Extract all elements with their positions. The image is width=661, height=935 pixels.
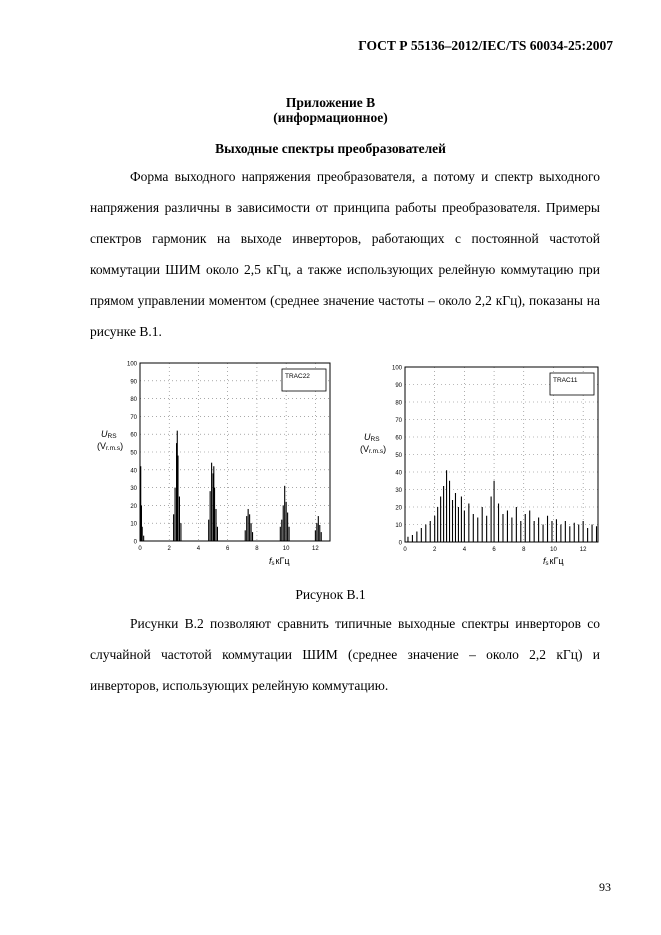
y-axis-symbol: U — [101, 429, 108, 439]
x-tick-label: 0 — [403, 547, 407, 553]
figure-caption: Рисунок В.1 — [295, 587, 366, 602]
y-tick-label: 100 — [126, 361, 137, 368]
x-tick-label: 2 — [167, 546, 171, 552]
y-tick-label: 30 — [130, 486, 137, 493]
section-title: Выходные спектры преобразователей — [215, 141, 446, 156]
x-tick-label: 10 — [550, 547, 557, 553]
y-unit-start: (V — [360, 444, 369, 454]
y-unit-end: ) — [120, 441, 124, 451]
legend-label: TRAC11 — [553, 377, 578, 384]
y-tick-label: 50 — [130, 450, 137, 457]
y-tick-label: 60 — [130, 432, 137, 439]
x-tick-label: 12 — [579, 547, 587, 553]
y-axis-label — [364, 432, 380, 443]
x-axis-subscript: s — [545, 561, 549, 567]
y-axis-unit — [360, 444, 386, 455]
y-tick-label: 100 — [391, 365, 402, 372]
y-tick-label: 0 — [133, 539, 137, 546]
x-axis-label — [543, 556, 563, 567]
y-tick-label: 90 — [395, 383, 402, 389]
page-number: 93 — [599, 880, 611, 894]
y-tick-label: 40 — [130, 468, 137, 475]
y-unit-start: (V — [97, 441, 106, 451]
x-tick-label: 4 — [196, 546, 201, 552]
appendix-subtitle: (информационное) — [273, 110, 388, 125]
y-tick-label: 60 — [395, 435, 402, 442]
spectrum-chart-2 — [355, 353, 605, 570]
legend-label: TRAC22 — [285, 373, 310, 380]
y-unit-subscript: r.m.s — [369, 448, 384, 455]
y-tick-label: 0 — [398, 540, 402, 547]
x-axis-subscript: s — [271, 561, 275, 567]
x-tick-label: 8 — [522, 547, 526, 553]
x-axis-symbol: f — [269, 556, 272, 566]
x-tick-label: 6 — [226, 546, 230, 552]
y-tick-label: 70 — [395, 418, 402, 424]
y-axis-label — [101, 429, 117, 440]
x-axis-unit: кГц — [549, 556, 564, 566]
paragraph-1-text: Форма выходного напряжения преобразователя, а потому и спектр выходного напряжения различны в зависимости от принципа работы преобразователя. Примеры спектров гармоник на выходе инверторов, работающих с постоянной частотой коммутации ШИМ около 2,5 кГц, а также использующих релейную коммутацию при прямом управлении моментом (среднее значение частоты – около 2,2 кГц), показаны на рисунке В.1. — [90, 169, 600, 339]
appendix-heading — [0, 95, 661, 125]
y-tick-label: 50 — [395, 453, 402, 459]
x-tick-label: 8 — [255, 546, 259, 552]
y-unit-subscript: r.m.s — [106, 445, 121, 452]
y-axis-symbol: U — [364, 432, 371, 442]
y-axis-subscript: RS — [107, 433, 117, 440]
y-tick-label: 20 — [130, 503, 137, 510]
y-tick-label: 70 — [130, 414, 137, 421]
y-tick-label: 80 — [130, 397, 137, 404]
y-unit-end: ) — [383, 444, 387, 454]
y-axis-subscript: RS — [370, 436, 380, 443]
standard-header: ГОСТ Р 55136–2012/IEC/TS 60034-25:2007 — [358, 38, 613, 53]
x-tick-label: 12 — [312, 546, 319, 552]
x-axis-label — [269, 556, 289, 567]
y-tick-label: 90 — [130, 379, 137, 386]
y-tick-label: 30 — [395, 488, 402, 494]
y-tick-label: 40 — [395, 470, 402, 477]
y-axis-unit — [97, 441, 123, 452]
y-tick-label: 80 — [395, 400, 402, 407]
y-tick-label: 20 — [395, 505, 402, 512]
paragraph-2 — [90, 608, 600, 701]
y-tick-label: 10 — [130, 521, 137, 528]
paragraph-2-text: Рисунки В.2 позволяют сравнить типичные выходные спектры инверторов со случайной частотой коммутации ШИМ (среднее значение – около 2,2 кГц) и инверторов, использующих релейную коммутацию. — [90, 616, 600, 693]
appendix-title: Приложение В — [285, 95, 376, 110]
x-tick-label: 10 — [282, 546, 290, 552]
x-tick-label: 6 — [492, 547, 496, 553]
y-tick-label: 10 — [395, 523, 402, 529]
paragraph-1 — [90, 161, 600, 347]
spectrum-chart-1 — [93, 353, 333, 570]
x-tick-label: 0 — [138, 546, 142, 552]
x-axis-unit: кГц — [275, 556, 290, 566]
x-axis-symbol: f — [543, 556, 546, 566]
x-tick-label: 4 — [462, 547, 467, 553]
x-tick-label: 2 — [433, 547, 437, 553]
